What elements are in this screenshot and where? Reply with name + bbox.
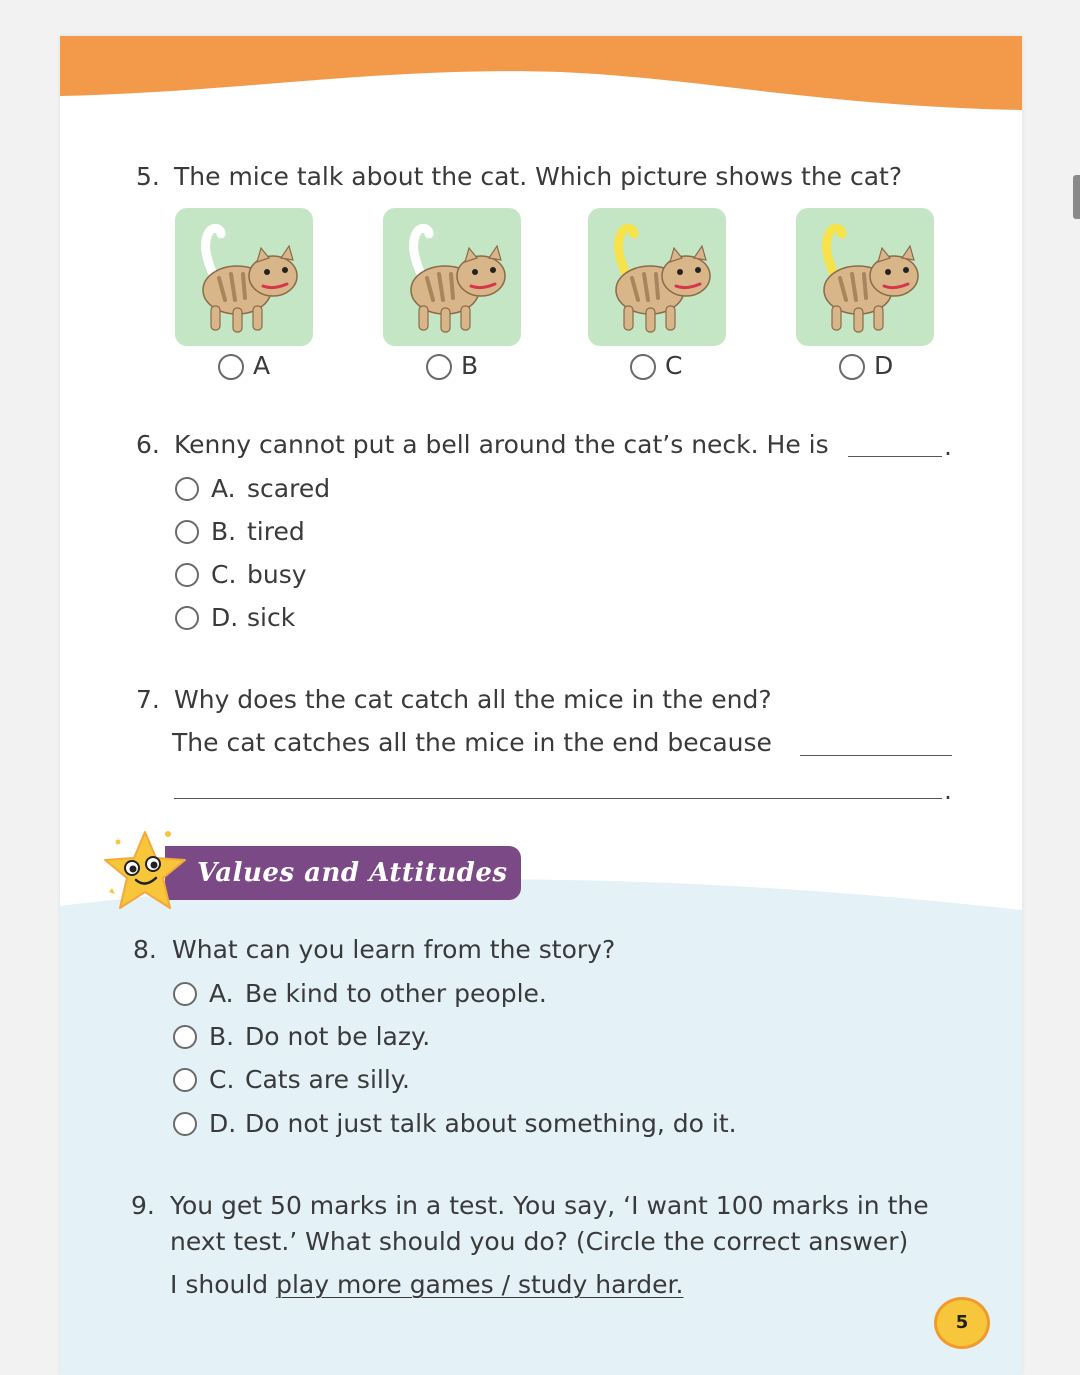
- q5-number: 5.: [136, 162, 160, 191]
- q5-cat-picture-b: [383, 208, 521, 346]
- q7-number: 7.: [136, 685, 160, 714]
- q5-option-d-letter: D: [874, 351, 894, 380]
- q7-end-period: .: [944, 776, 952, 805]
- q9-circle-choices[interactable]: play more games / study harder.: [276, 1270, 684, 1299]
- cat-icon: [175, 208, 313, 346]
- q7-answer-prompt: The cat catches all the mice in the end because: [172, 728, 772, 757]
- q8-option-d-letter: D.: [209, 1109, 237, 1138]
- cat-icon: [796, 208, 934, 346]
- q5-radio-d[interactable]: [839, 354, 865, 380]
- q6-option-c-text: busy: [247, 560, 307, 589]
- q7-answer-blank-line2[interactable]: [174, 798, 942, 799]
- q6-option-b-letter: B.: [211, 517, 237, 546]
- q6-answer-blank[interactable]: [848, 456, 942, 457]
- q6-option-d-text: sick: [247, 603, 296, 632]
- q5-option-a-letter: A: [253, 351, 271, 380]
- q6-option-b-text: tired: [247, 517, 305, 546]
- q6-number: 6.: [136, 430, 160, 459]
- q6-end-period: .: [944, 432, 952, 461]
- q5-option-b-letter: B: [461, 351, 479, 380]
- q8-number: 8.: [133, 935, 157, 964]
- page-number-badge: [934, 1297, 990, 1349]
- q9-text-line2: next test.’ What should you do? (Circle the correct answer): [170, 1227, 909, 1256]
- q8-option-a-letter: A.: [209, 979, 234, 1008]
- q9-text-line1: You get 50 marks in a test. You say, ‘I want 100 marks in the: [170, 1191, 929, 1220]
- star-mascot-icon: [98, 826, 192, 916]
- q6-radio-a[interactable]: [175, 477, 199, 501]
- q5-question-text: The mice talk about the cat. Which picture shows the cat?: [174, 162, 903, 191]
- q6-question-text: Kenny cannot put a bell around the cat’s neck. He is: [174, 430, 829, 459]
- q5-radio-b[interactable]: [426, 354, 452, 380]
- q8-radio-c[interactable]: [173, 1068, 197, 1092]
- q5-option-c-letter: C: [665, 351, 683, 380]
- q9-number: 9.: [131, 1191, 155, 1220]
- q5-radio-c[interactable]: [630, 354, 656, 380]
- cat-icon: [588, 208, 726, 346]
- q6-option-c-letter: C.: [211, 560, 237, 589]
- q8-radio-a[interactable]: [173, 982, 197, 1006]
- q9-text-line3: [170, 1270, 683, 1299]
- q7-question-text: Why does the cat catch all the mice in the end?: [174, 685, 772, 714]
- q8-option-b-letter: B.: [209, 1022, 235, 1051]
- page-number: 5: [955, 1312, 969, 1333]
- q8-option-b-text: Do not be lazy.: [245, 1022, 431, 1051]
- values-attitudes-title: Values and Attitudes: [197, 858, 508, 888]
- q5-radio-a[interactable]: [218, 354, 244, 380]
- q7-answer-blank-line1[interactable]: [800, 755, 952, 756]
- q6-option-d-letter: D.: [211, 603, 239, 632]
- values-attitudes-banner: [165, 846, 521, 900]
- q8-question-text: What can you learn from the story?: [172, 935, 616, 964]
- q5-cat-picture-c: [588, 208, 726, 346]
- q6-option-a-text: scared: [247, 474, 331, 503]
- q6-radio-d[interactable]: [175, 606, 199, 630]
- q6-radio-c[interactable]: [175, 563, 199, 587]
- q8-option-c-text: Cats are silly.: [245, 1065, 410, 1094]
- q9-answer-prefix: I should: [170, 1270, 269, 1299]
- cat-icon: [383, 208, 521, 346]
- q5-cat-picture-a: [175, 208, 313, 346]
- q8-option-c-letter: C.: [209, 1065, 235, 1094]
- q6-option-a-letter: A.: [211, 474, 236, 503]
- q8-radio-b[interactable]: [173, 1025, 197, 1049]
- q8-option-d-text: Do not just talk about something, do it.: [245, 1109, 737, 1138]
- orange-header-band: [60, 36, 1022, 116]
- scrollbar-thumb[interactable]: [1073, 175, 1080, 219]
- q6-radio-b[interactable]: [175, 520, 199, 544]
- q8-radio-d[interactable]: [173, 1112, 197, 1136]
- q5-cat-picture-d: [796, 208, 934, 346]
- q8-option-a-text: Be kind to other people.: [245, 979, 547, 1008]
